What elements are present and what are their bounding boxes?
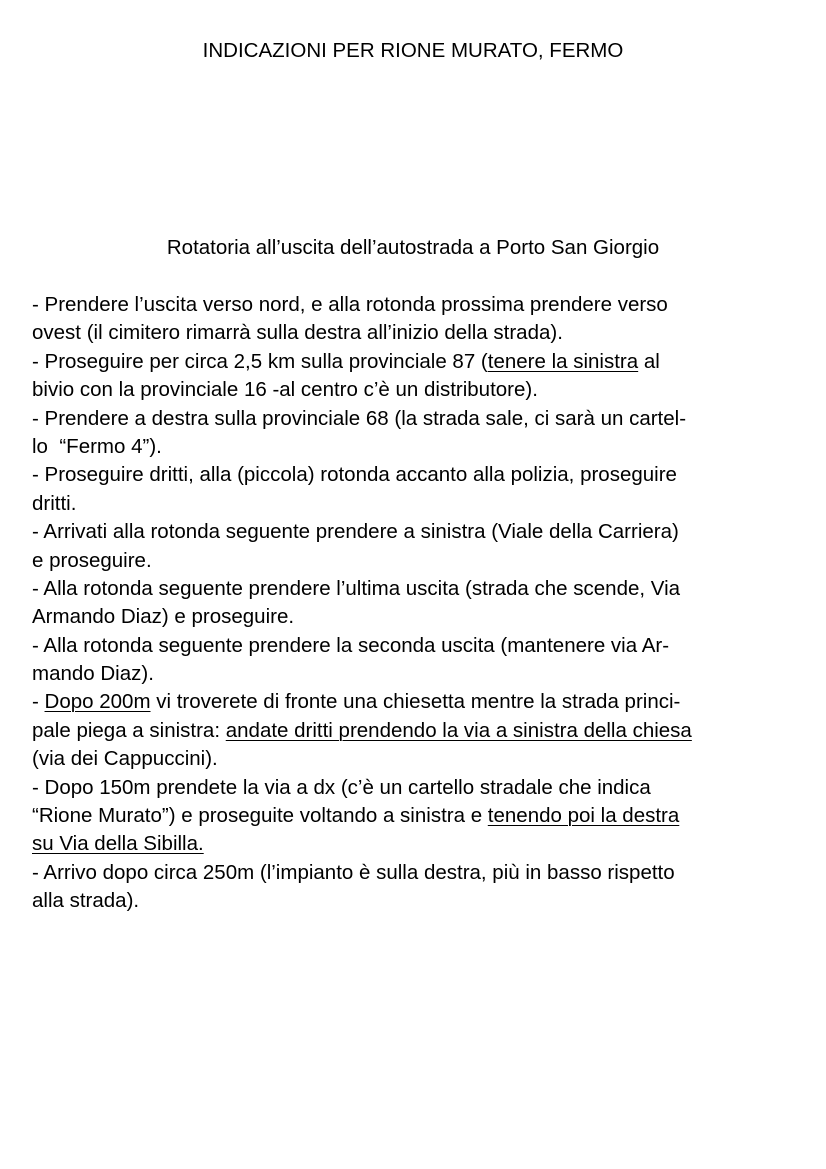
text-segment: - Alla rotonda seguente prendere l’ultima uscita (strada che scende, Via [32, 576, 681, 600]
underlined-text: su Via della Sibilla. [32, 832, 204, 856]
underlined-text: Dopo 200m [44, 690, 151, 714]
text-segment: - Prendere l’uscita verso nord, e alla rotonda prossima prendere verso [32, 293, 668, 316]
text-segment: ovest (il cimitero rimarrà sulla destra all’inizio della strada). [32, 321, 563, 345]
text-segment: - [32, 690, 45, 714]
text-segment: mando Diaz). [32, 662, 154, 686]
text-line [32, 547, 800, 575]
text-line [32, 887, 800, 915]
text-line [32, 376, 800, 404]
underlined-text: tenere la sinistra [487, 349, 639, 373]
text-line [32, 603, 800, 631]
text-segment: Armando Diaz) e proseguire. [32, 605, 295, 629]
text-line [32, 745, 800, 773]
text-segment: pale piega a sinistra: [32, 718, 226, 742]
text-line [32, 405, 800, 433]
document-subtitle: Rotatoria all’uscita dell’autostrada a Porto San Giorgio [166, 236, 660, 259]
page-title: INDICAZIONI PER RIONE MURATO, FERMO [202, 39, 624, 62]
text-segment: (via dei Cappuccini). [32, 747, 218, 771]
text-line [32, 291, 800, 319]
text-line [32, 632, 800, 660]
text-segment: dritti. [32, 491, 77, 515]
text-segment: al [638, 349, 660, 373]
text-line [32, 490, 800, 518]
text-line [32, 717, 800, 745]
text-segment: e proseguire. [32, 548, 152, 572]
text-segment: - Arrivo dopo circa 250m (l’impianto è sulla destra, più in basso rispetto [32, 860, 675, 884]
text-line [32, 433, 800, 461]
text-segment: - Dopo 150m prendete la via a dx (c’è un cartello stradale che indica [32, 775, 651, 799]
text-segment: bivio con la provinciale 16 -al centro c’è un distributore). [32, 378, 538, 402]
text-line [32, 348, 800, 376]
text-segment: - Prendere a destra sulla provinciale 68 (la strada sale, ci sarà un cartel- [32, 406, 687, 430]
text-line [32, 660, 800, 688]
text-line [32, 859, 800, 887]
text-line [32, 518, 800, 546]
text-segment: lo “Fermo 4”). [32, 434, 162, 458]
text-line [32, 461, 800, 489]
text-segment: - Arrivati alla rotonda seguente prendere a sinistra (Viale della Carriera) [32, 520, 679, 544]
text-segment: - Proseguire dritti, alla (piccola) rotonda accanto alla polizia, proseguire [32, 463, 677, 487]
text-segment: - Proseguire per circa 2,5 km sulla provinciale 87 ( [32, 349, 488, 373]
text-segment: - Alla rotonda seguente prendere la seconda uscita (mantenere via Ar- [32, 633, 670, 657]
text-line [32, 688, 800, 716]
text-line [32, 319, 800, 347]
text-line [32, 575, 800, 603]
text-line [32, 774, 800, 802]
directions-text [32, 291, 800, 916]
text-line [32, 830, 800, 858]
underlined-text: andate dritti prendendo la via a sinistra della chiesa [225, 718, 692, 742]
text-segment: alla strada). [32, 889, 140, 913]
text-segment: “Rione Murato”) e proseguite voltando a sinistra e [32, 804, 488, 828]
text-line [32, 802, 800, 830]
text-segment: vi troverete di fronte una chiesetta mentre la strada princi- [150, 690, 681, 714]
underlined-text: tenendo poi la destra [487, 804, 680, 828]
